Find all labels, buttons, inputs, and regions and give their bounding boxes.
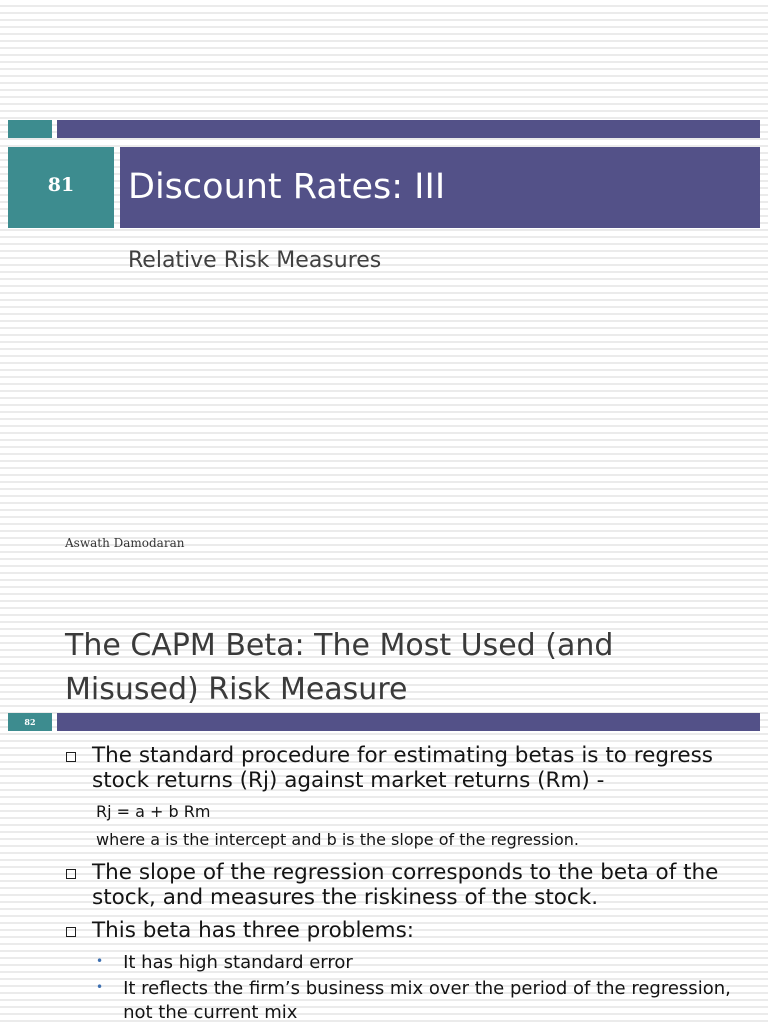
sub-bullet-item <box>96 951 756 975</box>
sub-bullet-text: It has high standard error <box>123 952 353 973</box>
square-bullet-icon <box>66 869 76 879</box>
slide2-number: 82 <box>8 713 52 731</box>
sub-bullet-text: It reflects the firm’s business mix over the period of the regression, not the current mix <box>123 978 731 1023</box>
dot-bullet-icon: • <box>96 980 104 994</box>
bullet-item <box>66 860 756 910</box>
bullet-item <box>66 743 756 793</box>
slide-subtitle: Relative Risk Measures <box>128 248 382 273</box>
slide-number: 81 <box>8 147 114 228</box>
slide-footer-author: Aswath Damodaran <box>65 536 185 550</box>
bullet-item <box>66 918 756 943</box>
accent-bar-teal <box>8 120 52 138</box>
bullet-text: This beta has three problems: <box>92 918 415 943</box>
slide-title: Discount Rates: III <box>120 147 760 228</box>
slide2-accent-bar <box>57 713 760 731</box>
bullet-text: The standard procedure for estimating betas is to regress stock returns (Rj) against market returns (Rm) - <box>92 743 713 793</box>
square-bullet-icon <box>66 927 76 937</box>
sub-bullet-item <box>96 977 756 1025</box>
square-bullet-icon <box>66 752 76 762</box>
dot-bullet-icon: • <box>96 954 104 968</box>
regression-note: where a is the intercept and b is the slope of the regression. <box>96 830 579 849</box>
accent-bar-purple <box>57 120 760 138</box>
slide2-title: The CAPM Beta: The Most Used (and Misused) Risk Measure <box>65 628 614 707</box>
regression-formula: Rj = a + b Rm <box>96 802 211 821</box>
bullet-text: The slope of the regression corresponds to the beta of the stock, and measures the riskiness of the stock. <box>92 860 719 910</box>
